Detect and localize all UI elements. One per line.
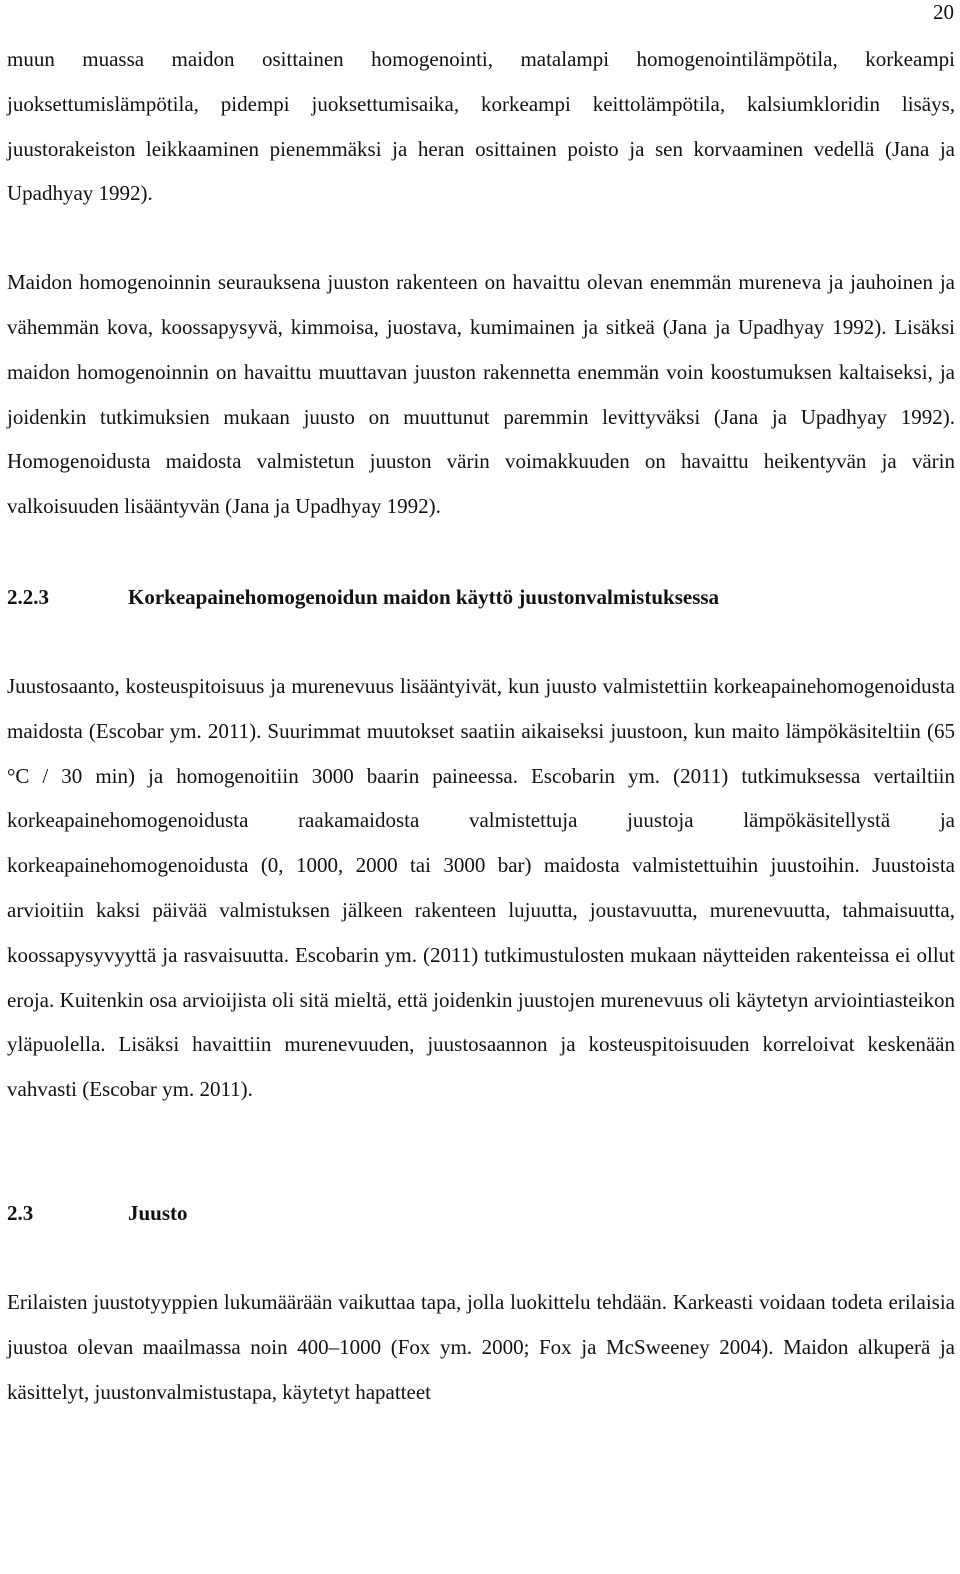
section-heading [7,582,955,612]
page-number: 20 [933,0,954,24]
section-number: 2.2.3 [7,584,49,609]
document-body [7,37,955,1414]
section-heading [7,1198,955,1228]
section-number: 2.3 [7,1200,34,1225]
paragraph: Maidon homogenoinnin seurauksena juuston rakenteen on havaittu olevan enemmän mureneva ja jauhoinen ja vähemmän kova, koossapysyvä, kimmoisa, juostava, kumimainen ja sitkeä (Jana ja Upadhyay 1992). Lisäksi maidon homogenoinnin on havaittu muuttavan juuston rakennetta enemmän voin koostumuksen kaltaiseksi, ja joidenkin tutkimuksien mukaan juusto on muuttunut paremmin levittyväksi (Jana ja Upadhyay 1992). Homogenoidusta maidosta valmistetun juuston värin voimakkuuden on havaittu heikentyvän ja värin valkoisuuden lisääntyvän (Jana ja Upadhyay 1992). [7,270,955,519]
section-title: Korkeapainehomogenoidun maidon käyttö juustonvalmistuksessa [128,584,720,609]
paragraph: Erilaisten juustotyyppien lukumäärään vaikuttaa tapa, jolla luokittelu tehdään. Karkeasti voidaan todeta erilaisia juustoa olevan maailmassa noin 400–1000 (Fox ym. 2000; Fox ja McSweeney 2004). Maidon alkuperä ja käsittelyt, juustonvalmistustapa, käytetyt hapatteet [7,1289,955,1404]
paragraph: Juustosaanto, kosteuspitoisuus ja murenevuus lisääntyivät, kun juusto valmistettiin korkeapainehomogenoidusta maidosta (Escobar ym. 2011). Suurimmat muutokset saatiin aikaiseksi juustoon, kun maito lämpökäsiteltiin (65 °C / 30 min) ja homogenoitiin 3000 baarin paineessa. Escobarin ym. (2011) tutkimuksessa vertailtiin korkeapainehomogenoidusta raakamaidosta valmistettuja juustoja lämpökäsitellystä ja korkeapainehomogenoidusta (0, 1000, 2000 tai 3000 bar) maidosta valmistettuihin juustoihin. Juustoista arvioitiin kaksi päivää valmistuksen jälkeen rakenteen lujuutta, joustavuutta, murenevuutta, tahmaisuutta, koossapysyvyyttä ja rasvaisuutta. Escobarin ym. (2011) tutkimustulosten mukaan näytteiden rakenteissa ei ollut eroja. Kuitenkin osa arvioijista oli sitä mieltä, että joidenkin juustojen murenevuus oli käytetyn arviointiasteikon yläpuolella. Lisäksi havaittiin murenevuuden, juustosaannon ja kosteuspitoisuuden korreloivat keskenään vahvasti (Escobar ym. 2011). [7,673,955,1102]
paragraph: muun muassa maidon osittainen homogenointi, matalampi homogenointilämpötila, korkeampi juoksettumislämpötila, pidempi juoksettumisaika, korkeampi keittolämpötila, kalsiumkloridin lisäys, juustorakeiston leikkaaminen pienemmäksi ja heran osittainen poisto ja sen korvaaminen vedellä (Jana ja Upadhyay 1992). [7,47,955,206]
section-title: Juusto [128,1200,188,1225]
